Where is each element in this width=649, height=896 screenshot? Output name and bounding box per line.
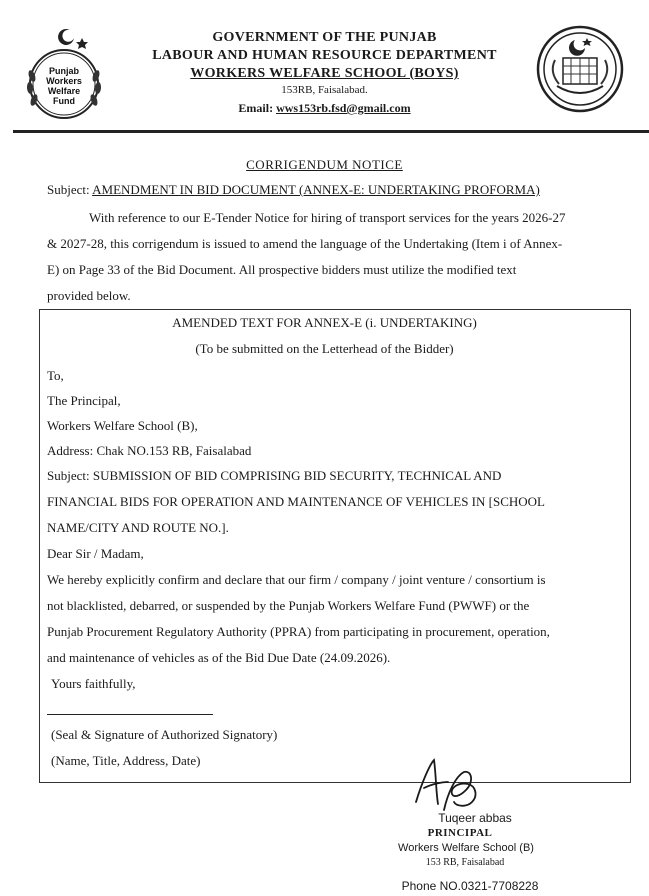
- logo-text-2: Workers: [46, 76, 82, 86]
- signatory-title: PRINCIPAL: [427, 827, 493, 839]
- logo-text-1: Punjab: [48, 66, 80, 76]
- notice-title: CORRIGENDUM NOTICE: [246, 157, 403, 172]
- amended-heading: AMENDED TEXT FOR ANNEX-E (i. UNDERTAKING): [172, 315, 477, 330]
- subject-label: Subject:: [47, 182, 90, 197]
- header-address: 153RB, Faisalabad.: [281, 84, 368, 96]
- signatory-phone: Phone NO.0321-7708228: [401, 879, 539, 893]
- header-government: GOVERNMENT OF THE PUNJAB: [212, 30, 437, 45]
- logo-text-3: Welfare: [47, 86, 81, 96]
- email-address[interactable]: wws153rb.fsd@gmail.com: [276, 101, 411, 115]
- header-divider: [13, 130, 649, 133]
- signatory-school: Workers Welfare School (B): [398, 842, 534, 854]
- header-department: LABOUR AND HUMAN RESOURCE DEPARTMENT: [152, 48, 497, 63]
- paragraph-line-1: With reference to our E-Tender Notice for hiring of transport services for the years 2026-27: [89, 210, 566, 225]
- signatory-location: 153 RB, Faisalabad: [425, 857, 505, 868]
- letter-subject-line-2: FINANCIAL BIDS FOR OPERATION AND MAINTENANCE OF VEHICLES IN [SCHOOL: [47, 494, 545, 509]
- body-line-4: and maintenance of vehicles as of the Bid Due Date (24.09.2026).: [47, 650, 391, 665]
- body-line-2: not blacklisted, debarred, or suspended by the Punjab Workers Welfare Fund (PWWF) or the: [47, 598, 530, 613]
- body-line-3: Punjab Procurement Regulatory Authority (PPRA) from participating in procurement, operation,: [47, 624, 550, 639]
- signatory-name: Tuqeer abbas: [438, 811, 512, 825]
- header-school: WORKERS WELFARE SCHOOL (BOYS): [190, 66, 459, 81]
- paragraph-line-3: E) on Page 33 of the Bid Document. All prospective bidders must utilize the modified text: [47, 262, 517, 277]
- principal-signature: [408, 752, 488, 820]
- addressee-line-3: Address: Chak NO.153 RB, Faisalabad: [47, 443, 252, 458]
- closing: Yours faithfully,: [51, 676, 136, 691]
- logo-text-4: Fund: [53, 96, 75, 106]
- paragraph-line-4: provided below.: [47, 288, 131, 303]
- email-label: Email:: [238, 101, 274, 115]
- addressee-line-1: The Principal,: [47, 393, 121, 408]
- addressee-to: To,: [47, 368, 64, 383]
- paragraph-line-2: & 2027-28, this corrigendum is issued to amend the language of the Undertaking (Item i of Annex-: [47, 236, 563, 251]
- seal-signature-label: (Seal & Signature of Authorized Signatory): [51, 727, 278, 742]
- notice-subject: [47, 182, 540, 198]
- letter-subject-line-3: NAME/CITY AND ROUTE NO.].: [47, 520, 229, 535]
- header-email-line: [0, 101, 649, 116]
- letter-subject-line-1: Subject: SUBMISSION OF BID COMPRISING BID SECURITY, TECHNICAL AND: [47, 468, 502, 483]
- body-line-1: We hereby explicitly confirm and declare that our firm / company / joint venture / consortium is: [47, 572, 546, 587]
- salutation: Dear Sir / Madam,: [47, 546, 144, 561]
- name-title-label: (Name, Title, Address, Date): [51, 753, 201, 768]
- addressee-line-2: Workers Welfare School (B),: [47, 418, 198, 433]
- amended-subheading: (To be submitted on the Letterhead of the Bidder): [195, 341, 454, 356]
- subject-text: AMENDMENT IN BID DOCUMENT (ANNEX-E: UNDERTAKING PROFORMA): [92, 182, 540, 197]
- signature-line: [47, 714, 213, 715]
